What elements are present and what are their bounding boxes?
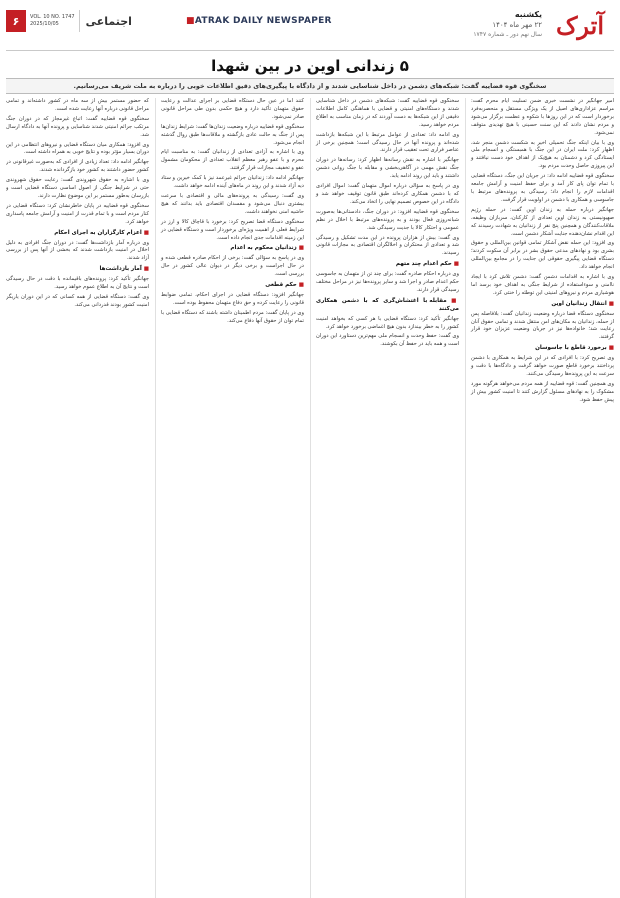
article-paragraph: جهانگیر افزود: دستگاه قضایی در اجرای احکام، تمامی ضوابط قانونی را رعایت کرده و حق دفاع متهمان محفوظ بوده است. <box>161 291 304 306</box>
article-paragraph: سخنگوی قوه قضاییه در پایان خاطرنشان کرد: دستگاه قضایی در کنار مردم است و با تمام قدرت از امنیت و آرامش جامعه پاسداری خواهد کرد. <box>6 202 149 225</box>
article-paragraph: وی همچنین گفت: قوه قضاییه از همه مردم می‌خواهد هرگونه مورد مشکوک را به نهادهای مسئول گزارش کنند تا امنیت کشور بیش از پیش حفظ شود. <box>471 380 614 403</box>
column-3 <box>155 98 304 898</box>
volume-line-2: 2025/10/05 <box>30 21 59 27</box>
square-icon: ■ <box>186 16 195 26</box>
article-paragraph: وی در پایان گفت: مردم اطمینان داشته باشند که دستگاه قضایی با تمام توان از حقوق آنها دفاع می‌کند. <box>161 309 304 324</box>
article-paragraph: جهانگیر ادامه داد: تعداد زیادی از افرادی که به‌صورت غیرقانونی در کشور حضور داشتند به کشور خود بازگردانده شدند. <box>6 159 149 174</box>
article-columns <box>6 98 614 898</box>
article-paragraph: که حضور مستمر بیش از سه ماه در کشور داشته‌اند و تمامی مراحل قانونی درباره آنها رعایت شده است. <box>6 98 149 112</box>
paper-name-text: ATRAK DAILY NEWSPAPER <box>194 16 332 26</box>
subheading-text: برخورد قاطع با جاسوسان <box>535 345 607 352</box>
subheading-text: آمار بازداشت‌ها <box>99 266 142 273</box>
newspaper-logo <box>552 8 608 44</box>
article-paragraph: امیر جهانگیر در نشست خبری ضمن تسلیت ایام محرم گفت: مراسم عزاداری‌های اصیل از یک ویژگی مستقل و منحصربه‌فرد برخوردار است که در این روزها با شکوه و عظمت برگزار می‌شود و مردم نشان دادند که این سنت حسینی با هیچ تهدیدی متوقف نمی‌شود. <box>471 98 614 136</box>
masthead <box>6 4 614 51</box>
bullet-icon: ■ <box>296 245 304 252</box>
article-subheading <box>316 298 459 314</box>
bullet-icon: ■ <box>606 345 614 352</box>
article-subheading <box>316 261 459 269</box>
article-paragraph: جهانگیر تأکید کرد: پرونده‌های باقیمانده با دقت در حال رسیدگی است و نتایج آن به اطلاع عموم خواهد رسید. <box>6 276 149 291</box>
subheading-text: مقابله با اغتشاش‌گری که با دشمن همکاری می‌کنند <box>316 297 459 312</box>
bullet-icon: ■ <box>446 297 459 304</box>
article-paragraph: وی با اشاره به آزادی تعدادی از زندانیان گفت: به مناسبت ایام محرم و با عفو رهبر معظم انقلاب تعدادی از محکومان مشمول عفو و تخفیف مجازات قرار گرفتند. <box>161 149 304 172</box>
article-paragraph: سخنگوی قوه قضاییه گفت: اتباع غیرمجاز که در دوران جنگ مرتکب جرائم امنیتی شدند شناسایی و پرونده آنها به دادگاه ارسال شد. <box>6 115 149 138</box>
article-paragraph: کنند اما در عین حال دستگاه قضایی بر اجرای عدالت و رعایت حقوق متهمان تأکید دارد و هیچ حکمی بدون طی مراحل قانونی صادر نمی‌شود. <box>161 98 304 120</box>
volume-info <box>26 10 79 32</box>
article-paragraph: وی گفت: رسیدگی به پرونده‌های مالی و اقتصادی با سرعت بیشتری دنبال می‌شود و مفسدان اقتصادی باید بدانند که هیچ حاشیه امنی نخواهند داشت. <box>161 192 304 215</box>
article-paragraph: وی درباره آمار بازداشت‌ها گفت: در دوران جنگ افرادی به دلیل اخلال در امنیت بازداشت شدند که بخشی از آنها پس از بررسی آزاد شدند. <box>6 239 149 262</box>
bullet-icon: ■ <box>451 261 459 268</box>
article-subhead: سخنگوی قوه قضاییه گفت: شبکه‌های دشمن در داخل شناسایی شدند و از دادگاه با پیگیری‌های دقیق اطلاعات خوبی را درباره به ملت شریف می‌رسانیم. <box>6 78 614 94</box>
logo-text: آترک <box>555 11 605 40</box>
date-fa: ۲۲ مهر ماه ۱۴۰۴ <box>492 21 542 29</box>
article-paragraph: سخنگوی قوه قضاییه ادامه داد: در جریان این جنگ، دستگاه قضایی با تمام توان پای کار آمد و برای حفظ امنیت و آرامش جامعه اقدامات لازم را انجام داد؛ رسیدگی به پرونده‌های مرتبط با جاسوسی و همکاری با دشمن در اولویت قرار گرفت. <box>471 173 614 203</box>
subheading-text: زندانیان محکوم به اعدام <box>230 245 297 252</box>
article-paragraph: جهانگیر تأکید کرد: دستگاه قضایی با هر کسی که بخواهد امنیت کشور را به خطر بیندازد بدون هیچ اغماضی برخورد خواهد کرد. <box>316 315 459 330</box>
article-subheading <box>471 301 614 309</box>
article-paragraph: وی در پاسخ به سؤالی گفت: برخی از احکام صادره قطعی شده و در حال اجراست و برخی دیگر در دیوان عالی کشور در حال بررسی است. <box>161 255 304 278</box>
paper-name <box>186 16 332 26</box>
subheading-text: انتقال زندانیان اوین <box>551 300 607 307</box>
article-paragraph: سخنگوی قوه قضاییه درباره وضعیت زندان‌ها گفت: شرایط زندان‌ها پس از جنگ به حالت عادی بازگشته و ملاقات‌ها طبق روال گذشته انجام می‌شود. <box>161 123 304 146</box>
bullet-icon: ■ <box>141 266 149 273</box>
subheading-text: حکم قطعی <box>265 282 297 289</box>
section-strip <box>6 10 138 32</box>
article-paragraph: جهانگیر با اشاره به نقش رسانه‌ها اظهار کرد: رسانه‌ها در دوران جنگ نقش مهمی در آگاهی‌بخشی و مقابله با جنگ روانی دشمن داشتند و باید این روند ادامه یابد. <box>316 157 459 180</box>
article-subheading <box>6 230 149 238</box>
article-subheading <box>161 282 304 290</box>
issue-info: سال نهم دور ـ شماره ۱۷۴۷ <box>473 31 542 38</box>
article-subheading <box>471 345 614 353</box>
column-1 <box>465 98 614 898</box>
article-paragraph: وی گفت: بیش از هزاران پرونده در این مدت تشکیل و رسیدگی شد و تعدادی از محتکران و اخلالگران اقتصادی به مجازات قانونی رسیدند. <box>316 234 459 257</box>
article-paragraph: جهانگیر ادامه داد: زندانیان جرائم غیرعمد نیز با کمک خیرین و ستاد دیه آزاد شدند و این روند در ماه‌های آینده ادامه خواهد داشت. <box>161 175 304 190</box>
article-paragraph: وی در پاسخ به سؤالی درباره اموال متهمان گفت: اموال افرادی که با دشمن همکاری کرده‌اند طبق قانون توقیف خواهد شد و دادگاه در این خصوص تصمیم نهایی را اتخاذ می‌کند. <box>316 183 459 205</box>
article-paragraph: وی افزود: این حمله نقض آشکار تمامی قوانین بین‌المللی و حقوق بشری بود و نهادهای مدعی حقوق بشر در برابر آن سکوت کردند؛ دستگاه قضایی پیگیری حقوقی این جنایت را در مجامع بین‌المللی انجام خواهد داد. <box>471 240 614 271</box>
subheading-text: اعزام کارگزاران به اجرای احکام <box>54 229 142 236</box>
article-subheading <box>161 245 304 253</box>
article-paragraph: سخنگوی قوه قضاییه گفت: شبکه‌های دشمن در داخل شناسایی شدند و دستگاه‌های امنیتی و قضایی با هماهنگی کامل اطلاعات دقیقی از این شبکه‌ها به دست آوردند که در زمان مناسب به اطلاع مردم خواهد رسید. <box>316 98 459 128</box>
article-paragraph: وی با اشاره به اقدامات دشمن گفت: دشمن تلاش کرد با ایجاد ناامنی و سوءاستفاده از شرایط جنگی به اهداف خود برسد اما هوشیاری مردم و نیروهای امنیتی این توطئه را خنثی کرد. <box>471 274 614 296</box>
article-subheading <box>6 266 149 274</box>
bullet-icon: ■ <box>141 229 149 236</box>
volume-line-1: VOL. 10 NO. 1747 <box>30 14 75 21</box>
article-paragraph: سخنگوی دستگاه قضا تصریح کرد: برخورد با قاچاق کالا و ارز در شرایط فعلی از اهمیت ویژه‌ای برخوردار است و دستگاه قضایی در این زمینه اقدامات جدی انجام داده است. <box>161 218 304 241</box>
article-paragraph: وی گفت: دستگاه قضایی از همه کسانی که در این دوران یاریگر امنیت کشور بودند قدردانی می‌کند. <box>6 293 149 308</box>
page-number: ۶ <box>6 10 26 32</box>
section-title: اجتماعی <box>79 10 138 32</box>
subheading-text: حکم اعدام چند متهم <box>395 261 452 268</box>
article-paragraph: سخنگوی قوه قضاییه افزود: در دوران جنگ، دادستانی‌ها به‌صورت شبانه‌روزی فعال بودند و به پرونده‌های مرتبط با اخلال در نظم عمومی و احتکار کالا با جدیت رسیدگی شد. <box>316 208 459 231</box>
article-paragraph: وی ادامه داد: تعدادی از عوامل مرتبط با این شبکه‌ها بازداشت شده‌اند و پرونده آنها در حال رسیدگی است؛ همچنین برخی از عناصر فراری تحت تعقیب قرار دارند. <box>316 131 459 154</box>
date-block <box>473 10 542 38</box>
article-paragraph: وی درباره احکام صادره گفت: برای چند تن از متهمان به جاسوسی حکم اعدام صادر و اجرا شد و سایر پرونده‌ها نیز در مراحل مختلف رسیدگی قرار دارند. <box>316 271 459 293</box>
day-name: یکشنبه <box>514 10 542 19</box>
article-paragraph: سخنگوی دستگاه قضا درباره وضعیت زندانیان گفت: بلافاصله پس از حمله، زندانیان به مکان‌های امن منتقل شدند و تمامی حقوق آنان رعایت شد؛ خانواده‌ها نیز در جریان وضعیت عزیزان خود قرار گرفتند. <box>471 310 614 341</box>
article-paragraph: جهانگیر درباره حمله به زندان اوین گفت: در حمله رژیم صهیونیستی به زندان اوین تعدادی از کارکنان، سربازان وظیفه، ملاقات‌کنندگان و همچنین پنج نفر از زندانیان به شهادت رسیدند که این اقدام نشان‌دهنده جنایت آشکار دشمن است. <box>471 206 614 237</box>
article-paragraph: وی گفت: حفظ وحدت و انسجام ملی مهم‌ترین دستاورد این دوران است و همه باید در حفظ آن بکوشند. <box>316 333 459 348</box>
article-paragraph: وی تصریح کرد: با افرادی که در این شرایط به همکاری با دشمن پرداختند برخورد قاطع صورت خواهد گرفت و دادگاه‌ها با دقت و سرعت به این پرونده‌ها رسیدگی می‌کنند. <box>471 355 614 377</box>
article-paragraph: وی با اشاره به حقوق شهروندی گفت: رعایت حقوق شهروندی حتی در شرایط جنگی از اصول اساسی دستگاه قضایی است و بازرسان به‌طور مستمر بر این موضوع نظارت دارند. <box>6 177 149 199</box>
column-4 <box>6 98 149 898</box>
column-2 <box>310 98 459 898</box>
article-headline: ۵ زندانی اوین در بین شهدا <box>211 57 409 75</box>
bullet-icon: ■ <box>606 300 614 307</box>
bullet-icon: ■ <box>296 282 304 289</box>
article-paragraph: وی افزود: همکاری میان دستگاه قضایی و نیروهای انتظامی در این دوران بسیار مؤثر بوده و نتایج خوبی به همراه داشته است. <box>6 141 149 156</box>
article-paragraph: وی با بیان اینکه جنگ تحمیلی اخیر به شکست دشمن منجر شد، اظهار کرد: ملت ایران در این جنگ با همبستگی و انسجام ملی ایستادگی کرد و دشمنان به هیچ‌یک از اهداف خود دست نیافتند و این پیروزی حاصل وحدت مردم بود. <box>471 139 614 170</box>
